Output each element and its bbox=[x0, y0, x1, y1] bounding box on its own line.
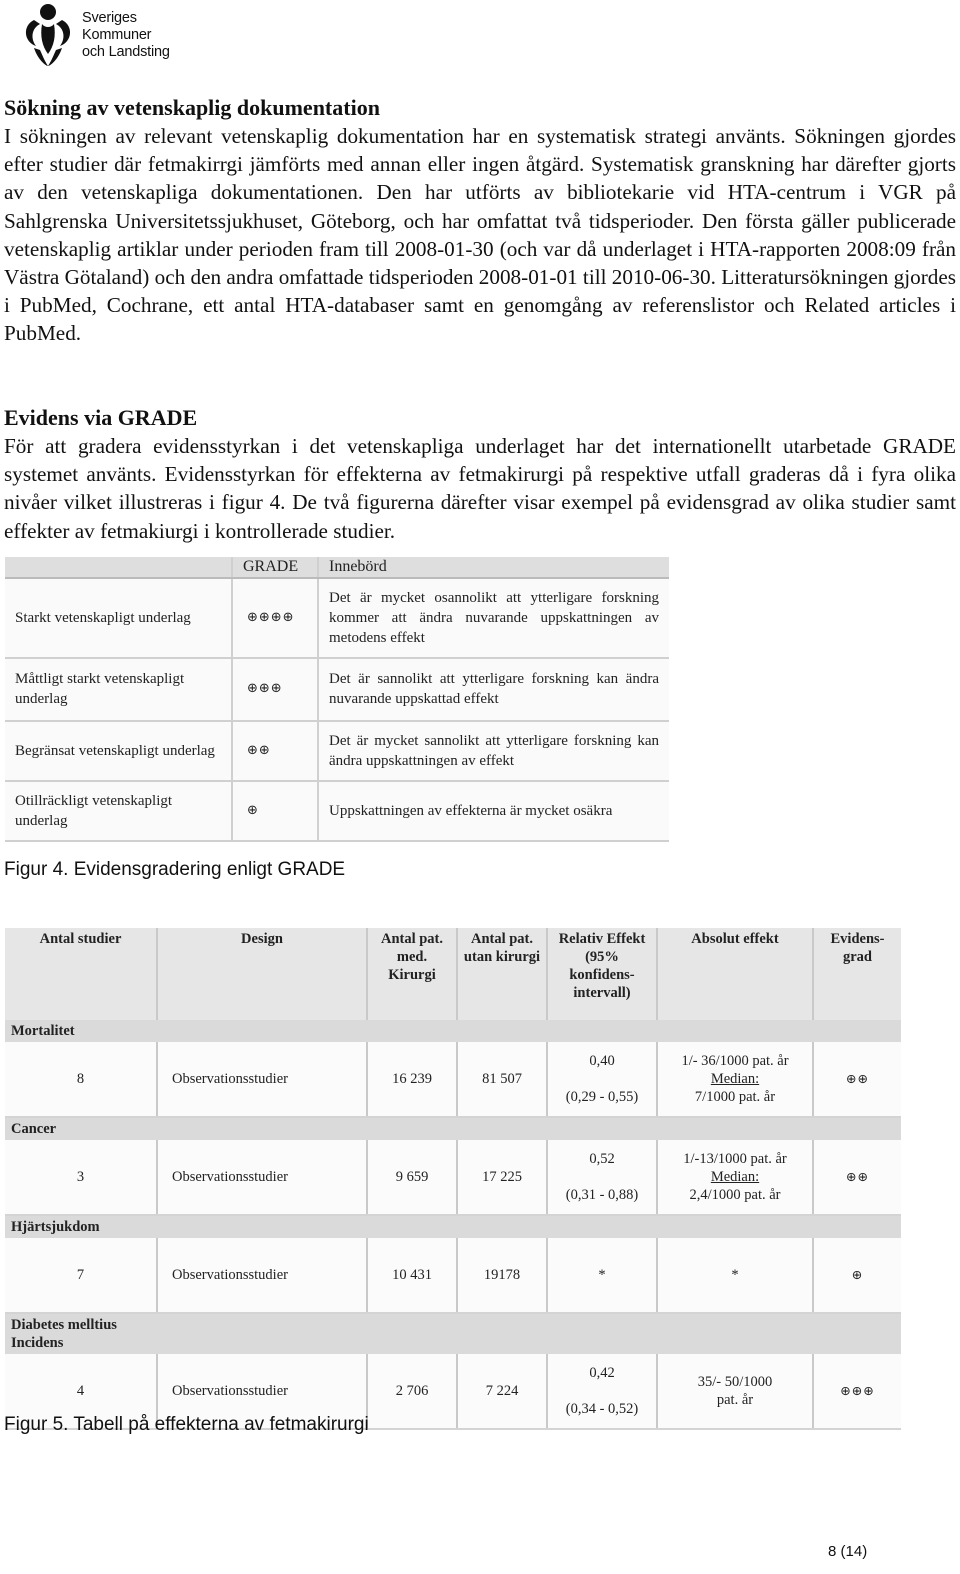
cell-without-surgery: 17 225 bbox=[457, 1140, 547, 1215]
grade-meaning: Det är mycket sannolikt att ytterligare forskning kan ändra uppskattningen av effekt bbox=[318, 721, 669, 781]
absolute-line-3: 2,4/1000 pat. år bbox=[689, 1187, 781, 1203]
effects-data-row bbox=[5, 1042, 901, 1117]
cell-with-surgery: 2 706 bbox=[367, 1354, 457, 1429]
effects-section-row bbox=[5, 1313, 901, 1354]
cell-absolute: * bbox=[657, 1238, 813, 1313]
effects-table-header bbox=[5, 928, 901, 1020]
cell-studies: 4 bbox=[5, 1354, 157, 1429]
absolute-line-3: pat. år bbox=[716, 1392, 754, 1408]
effects-data-row bbox=[5, 1140, 901, 1215]
cell-design: Observationsstudier bbox=[157, 1042, 367, 1117]
absolute-line-3: 7/1000 pat. år bbox=[694, 1089, 776, 1105]
grade-symbols: ⊕⊕⊕ bbox=[232, 658, 318, 720]
cell-studies: 3 bbox=[5, 1140, 157, 1215]
header-absolute-effect: Absolut effekt bbox=[657, 928, 813, 1020]
relative-value: 0,42 bbox=[589, 1365, 615, 1381]
cell-evidence: ⊕⊕ bbox=[813, 1140, 901, 1215]
header-design: Design bbox=[157, 928, 367, 1020]
effects-section-row bbox=[5, 1215, 901, 1238]
section-title: Cancer bbox=[5, 1117, 901, 1140]
cell-design: Observationsstudier bbox=[157, 1354, 367, 1429]
cell-design: Observationsstudier bbox=[157, 1140, 367, 1215]
cell-evidence: ⊕ bbox=[813, 1238, 901, 1313]
effects-section-row bbox=[5, 1020, 901, 1042]
effects-section-row bbox=[5, 1117, 901, 1140]
relative-ci: (0,34 - 0,52) bbox=[565, 1401, 639, 1417]
relative-value: 0,40 bbox=[589, 1053, 615, 1069]
cell-evidence: ⊕⊕⊕ bbox=[813, 1354, 901, 1429]
grade-table-header bbox=[5, 557, 669, 578]
logo-line-2: Kommuner bbox=[82, 27, 152, 43]
skl-emblem-icon bbox=[20, 2, 80, 68]
section-title-line-1: Diabetes melltius bbox=[11, 1317, 117, 1333]
absolute-line-2: Median: bbox=[710, 1169, 760, 1185]
cell-design: Observationsstudier bbox=[157, 1238, 367, 1313]
grade-level: Måttligt starkt vetenskapligt underlag bbox=[5, 658, 232, 720]
effects-data-row bbox=[5, 1238, 901, 1313]
cell-relative: * bbox=[547, 1238, 657, 1313]
cell-relative bbox=[547, 1042, 657, 1117]
grade-symbols: ⊕⊕ bbox=[232, 721, 318, 781]
logo-line-3: och Landsting bbox=[82, 44, 170, 60]
section-title-line-2: Incidens bbox=[11, 1335, 64, 1351]
relative-ci: (0,31 - 0,88) bbox=[565, 1187, 639, 1203]
cell-without-surgery: 7 224 bbox=[457, 1354, 547, 1429]
cell-with-surgery: 10 431 bbox=[367, 1238, 457, 1313]
cell-without-surgery: 81 507 bbox=[457, 1042, 547, 1117]
cell-absolute bbox=[657, 1354, 813, 1429]
section-paragraph-search: I sökningen av relevant vetenskaplig dokumentation har en systematisk strategi använts. Sökningen gjordes efter studier där fetmakirrgi jämförts med annan eller ingen åtgärd. Systematisk granskning har därefter gjorts av den vetenskapliga dokumentationen. Den har utförts av bibliotekarie vid HTA-centrum i VGR på Sahlgrenska Universitetssjukhuset, Göteborg, och har omfattat två tidsperioder. Den första gäller publicerade vetenskaplig artiklar under perioden fram till 2008-01-30 (och var då underlaget i HTA-rapporten 2008:09 från Västra Götaland) och den andra omfattade tidsperioden 2008-01-01 till 2010-06-30. Litteratursökningen gjordes i PubMed, Cochrane, ett antal HTA-databaser samt en genomgång av referenslistor och Related articles i PubMed. bbox=[4, 124, 956, 346]
relative-ci: (0,29 - 0,55) bbox=[565, 1089, 639, 1105]
header-with-surgery: Antal pat. med. Kirurgi bbox=[367, 928, 457, 1020]
cell-studies: 7 bbox=[5, 1238, 157, 1313]
section-title: Mortalitet bbox=[5, 1020, 901, 1042]
logo-line-1: Sveriges bbox=[82, 10, 137, 26]
grade-symbols: ⊕ bbox=[232, 781, 318, 841]
cell-absolute bbox=[657, 1042, 813, 1117]
section-title: Hjärtsjukdom bbox=[5, 1215, 901, 1238]
grade-table bbox=[5, 557, 669, 842]
grade-level: Begränsat vetenskapligt underlag bbox=[5, 721, 232, 781]
cell-with-surgery: 9 659 bbox=[367, 1140, 457, 1215]
cell-evidence: ⊕⊕ bbox=[813, 1042, 901, 1117]
section-heading-search: Sökning av vetenskaplig dokumentation bbox=[4, 95, 380, 120]
section-title bbox=[5, 1313, 901, 1354]
skl-logo bbox=[20, 2, 220, 68]
header-without-surgery: Antal pat. utan kirurgi bbox=[457, 928, 547, 1020]
grade-header-meaning: Innebörd bbox=[318, 557, 669, 578]
cell-studies: 8 bbox=[5, 1042, 157, 1117]
section-heading-grade: Evidens via GRADE bbox=[4, 405, 198, 430]
grade-row bbox=[5, 658, 669, 720]
grade-row bbox=[5, 721, 669, 781]
grade-row bbox=[5, 578, 669, 658]
grade-meaning: Uppskattningen av effekterna är mycket osäkra bbox=[318, 781, 669, 841]
figure-4-caption: Figur 4. Evidensgradering enligt GRADE bbox=[4, 859, 346, 880]
cell-absolute bbox=[657, 1140, 813, 1215]
cell-relative bbox=[547, 1354, 657, 1429]
figure-5-caption: Figur 5. Tabell på effekterna av fetmakirurgi bbox=[4, 1414, 369, 1435]
effects-table bbox=[5, 928, 901, 1430]
relative-value: 0,52 bbox=[589, 1151, 615, 1167]
cell-relative bbox=[547, 1140, 657, 1215]
grade-meaning: Det är sannolikt att ytterligare forskning kan ändra nuvarande uppskattad effekt bbox=[318, 658, 669, 720]
grade-row bbox=[5, 781, 669, 841]
page-number: 8 (14) bbox=[828, 1543, 868, 1560]
grade-header-grade: GRADE bbox=[232, 557, 318, 578]
header-evidence: Evidens-grad bbox=[813, 928, 901, 1020]
cell-without-surgery: 19178 bbox=[457, 1238, 547, 1313]
section-paragraph-grade: För att gradera evidensstyrkan i det vetenskapliga underlaget har det internationellt utarbetade GRADE systemet använts. Evidensstyrkan för effekterna av fetmakirurgi på respektive utfall graderas då i fyra olika nivåer vilket illustreras i figur 4. De två figurerna därefter visar exempel på evidensgrad av olika studier samt effekter av fetmakiurgi i kontrollerade studier. bbox=[4, 434, 956, 543]
grade-level: Starkt vetenskapligt underlag bbox=[5, 578, 232, 658]
absolute-line-1: 1/-13/1000 pat. år bbox=[683, 1151, 787, 1167]
grade-level: Otillräckligt vetenskapligt underlag bbox=[5, 781, 232, 841]
header-studies: Antal studier bbox=[5, 928, 157, 1020]
cell-with-surgery: 16 239 bbox=[367, 1042, 457, 1117]
grade-symbols: ⊕⊕⊕⊕ bbox=[232, 578, 318, 658]
grade-meaning: Det är mycket osannolikt att ytterligare forskning kommer att ändra nuvarande uppskattningen av metodens effekt bbox=[318, 578, 669, 658]
absolute-line-1: 1/- 36/1000 pat. år bbox=[681, 1053, 789, 1069]
header-relative-effect: Relativ Effekt (95% konfidens-intervall) bbox=[547, 928, 657, 1020]
grade-header-level bbox=[5, 557, 232, 578]
absolute-line-1: 35/- 50/1000 bbox=[697, 1374, 773, 1390]
absolute-line-2: Median: bbox=[710, 1071, 760, 1087]
